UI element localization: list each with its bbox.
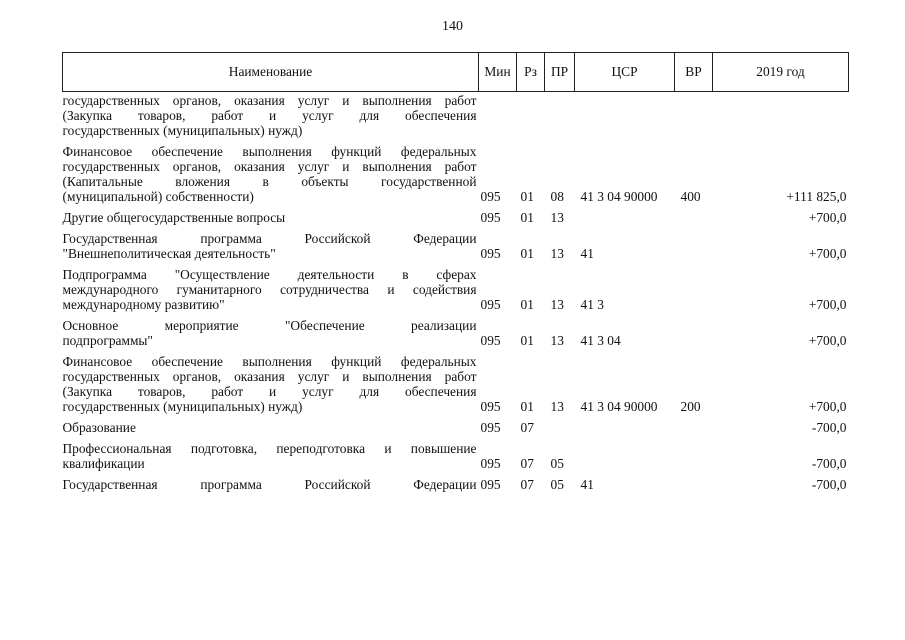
row-name-line: международному развитию" [62,297,225,312]
row-min: 095 [480,399,501,414]
table-row [63,225,849,261]
row-pr: 05 [550,477,564,492]
table-row [63,435,849,471]
row-name-line: государственных органов, оказания услуг и выполнения работ [62,369,477,384]
header-name: Наименование [63,53,479,92]
table-row [63,312,849,348]
row-rz: 01 [520,297,534,312]
row-name-line: Другие общегосударственные вопросы [62,210,286,225]
row-amount [713,92,849,139]
row-pr: 13 [550,399,564,414]
row-min: 095 [480,456,501,471]
row-min: 095 [480,189,501,204]
row-vr [675,225,713,261]
row-name [63,312,479,348]
row-rz: 01 [520,333,534,348]
row-name-line: государственных органов, оказания услуг и выполнения работ [62,93,477,108]
row-rz: 01 [520,210,534,225]
row-rz [517,92,545,139]
row-name-line: государственных (муниципальных) нужд) [62,399,303,414]
row-csr: 41 3 04 90000 [580,399,658,414]
row-csr: 41 [580,477,594,492]
table-header [63,53,849,92]
budget-table [62,52,849,492]
row-rz: 01 [520,189,534,204]
row-name [63,348,479,414]
row-csr [575,435,675,471]
row-amount: +111 825,0 [786,189,847,204]
row-name-line: подпрограммы" [62,333,153,348]
row-name [63,204,479,225]
table-row [63,414,849,435]
row-name-line: государственных органов, оказания услуг и выполнения работ [62,159,477,174]
row-amount: +700,0 [808,210,847,225]
table-row [63,348,849,414]
row-min: 095 [480,246,501,261]
table-body [63,92,849,493]
table-row [63,92,849,139]
row-amount: -700,0 [811,456,847,471]
row-pr: 08 [550,189,564,204]
row-name-line: Финансовое обеспечение выполнения функций федеральных [62,354,477,369]
row-csr: 41 [580,246,594,261]
table-row [63,204,849,225]
row-pr: 13 [550,210,564,225]
row-name-line: (Закупка товаров, работ и услуг для обеспечения [62,108,477,123]
row-name-line: (муниципальной) собственности) [62,189,254,204]
row-min: 095 [480,477,501,492]
row-name [63,414,479,435]
header-year: 2019 год [713,53,849,92]
row-pr [545,414,575,435]
header-min: Мин [479,53,517,92]
row-vr [675,471,713,492]
row-name-line: Основное мероприятие "Обеспечение реализации [62,318,477,333]
header-csr: ЦСР [575,53,675,92]
header-pr: ПР [545,53,575,92]
row-min: 095 [480,420,501,435]
row-amount: -700,0 [811,477,847,492]
row-csr: 41 3 04 90000 [580,189,658,204]
row-name-line: (Закупка товаров, работ и услуг для обеспечения [62,384,477,399]
row-rz: 07 [520,420,534,435]
row-amount: +700,0 [808,297,847,312]
row-rz: 07 [520,477,534,492]
row-name-line: Финансовое обеспечение выполнения функций федеральных [62,144,477,159]
row-rz: 01 [520,399,534,414]
row-vr [675,435,713,471]
row-name-line: государственных (муниципальных) нужд) [62,123,303,138]
row-name-line: Государственная программа Российской Федерации [62,231,477,246]
row-pr: 13 [550,246,564,261]
row-rz: 07 [520,456,534,471]
row-name-line: квалификации [62,456,145,471]
row-rz: 01 [520,246,534,261]
row-name-line: международного гуманитарного сотрудничества и содействия [62,282,477,297]
row-vr: 400 [680,189,701,204]
row-min: 095 [480,210,501,225]
row-amount: +700,0 [808,333,847,348]
row-csr: 41 3 04 [580,333,621,348]
row-amount: -700,0 [811,420,847,435]
row-vr [675,261,713,312]
row-name [63,92,479,139]
row-csr [575,414,675,435]
row-pr: 13 [550,333,564,348]
row-name [63,435,479,471]
row-pr [545,92,575,139]
row-name-line: Подпрограмма "Осуществление деятельности в сферах [62,267,477,282]
table-row [63,138,849,204]
row-pr: 13 [550,297,564,312]
row-name-line: Образование [62,420,136,435]
row-vr [675,92,713,139]
row-min: 095 [480,297,501,312]
header-rz: Рз [517,53,545,92]
row-min: 095 [480,333,501,348]
row-pr: 05 [550,456,564,471]
row-vr: 200 [680,399,701,414]
row-csr: 41 3 [580,297,604,312]
row-name [63,138,479,204]
row-name [63,261,479,312]
row-csr [575,92,675,139]
row-amount: +700,0 [808,246,847,261]
row-name-line: Профессиональная подготовка, переподготовка и повышение [62,441,477,456]
table-row [63,261,849,312]
row-name [63,471,479,492]
row-amount: +700,0 [808,399,847,414]
row-vr [675,414,713,435]
row-name [63,225,479,261]
row-vr [675,204,713,225]
row-name-line: Государственная программа Российской Федерации [62,477,477,492]
row-csr [575,204,675,225]
row-name-line: (Капитальные вложения в объекты государственной [62,174,477,189]
row-min [479,92,517,139]
table-row [63,471,849,492]
page-number: 140 [442,19,463,34]
header-vr: ВР [675,53,713,92]
row-name-line: "Внешнеполитическая деятельность" [62,246,276,261]
row-vr [675,312,713,348]
